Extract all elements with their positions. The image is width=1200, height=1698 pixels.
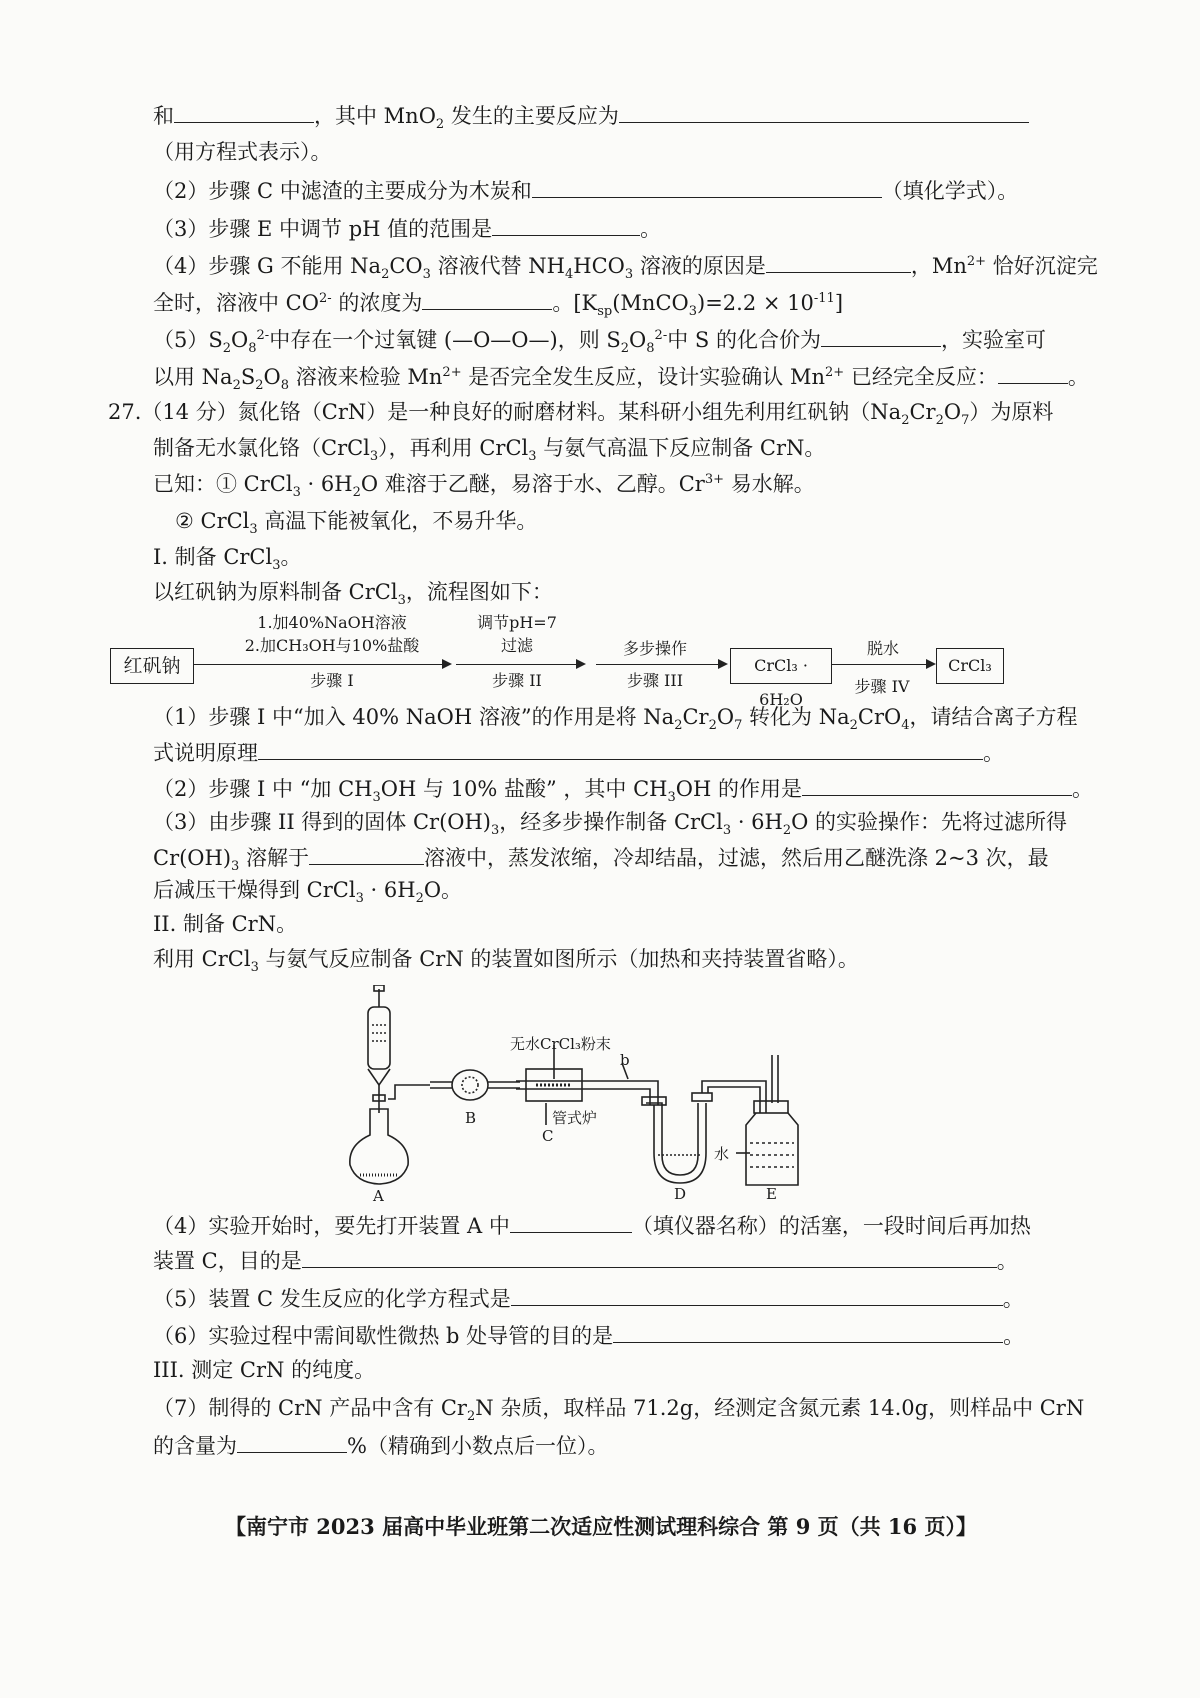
flow-step3-name: 步骤 III [626,671,684,690]
page-footer: 【南宁市 2023 届高中毕业班第二次适应性测试理科综合 第 9 页（共 16 页）】 [225,1514,977,1539]
q27-s7: （7）制得的 CrN 产品中含有 $Cr_2N$ 杂质，取样品 71.2g，经测定含氮元素 14.0g，则样品中 CrN [153,1396,1085,1425]
q26-sub5-line2: 以用 $Na_2S_2O_8$ 溶液来检验 $Mn^{2+}$ 是否完全发生反应，设计实验确认 $Mn^{2+}$ 已经完全反应： 。 [153,361,1089,391]
label-tube-furnace: 管式炉 [552,1109,598,1127]
apparatus-diagram [340,985,820,1205]
flow-arrow-2 [456,664,584,665]
q26-sub4-line2: 全时，溶液中 $CO^{2-}$ 的浓度为 。$[K_{sp}(MnCO_3)=2.2 \times 10^{-11}]$ [153,287,843,317]
answer-blank[interactable] [802,773,1072,796]
q26-sub4: （4）步骤 G 不能用 $Na_2CO_3$ 溶液代替 $NH_4HCO_3$ 溶液的原因是 ，$Mn^{2+}$ 恰好沉淀完 [153,250,1098,280]
q27-s3-line2: $Cr(OH)_3$ 溶解于 溶液中，蒸发浓缩，冷却结晶，过滤，然后用乙醚洗涤 2~3 次，最 [153,842,1049,872]
flow-box-sodium-dichromate: 红矾钠 [110,648,194,684]
apparatus-d-u-tube [642,1081,752,1183]
flow-arrow-3 [596,664,726,665]
label-a: A [373,1187,384,1205]
q26-line2: （用方程式表示）。 [153,140,332,164]
q27-s1-line2: 式说明原理 。 [153,737,1004,767]
q27-known2: ② CrCl$_3$ 高温下能被氧化，不易升华。 [175,509,538,538]
answer-blank[interactable] [766,250,911,273]
apparatus-a-flask [350,985,430,1184]
q27-s6: （6）实验过程中需间歇性微热 b 处导管的目的是 。 [153,1320,1024,1350]
q26-sub5: $(5)S_2O_8^{2-}$中存在一个过氧键 (—O—O—)，则 $S_2O_8^{2-}$中 S 的化合价为 ，实验室可 [153,324,1046,354]
answer-blank[interactable] [619,100,1029,123]
answer-blank[interactable] [258,737,983,760]
apparatus-b-drying-tube [430,1070,520,1100]
q27-s3-line3: 后减压干燥得到 CrCl$_3$ · $6H_2O$。 [153,878,463,907]
q27-intro-line2: 制备无水氯化铬（CrCl$_3$），再利用 CrCl$_3$ 与氨气高温下反应制备 CrN。 [153,436,826,465]
q27-s4: （4）实验开始时，要先打开装置 A 中 （填仪器名称）的活塞，一段时间后再加热 [153,1210,1031,1240]
answer-blank[interactable] [422,287,552,310]
answer-blank[interactable] [237,1430,347,1453]
q27-s1: （1）步骤 I 中“加入 40% NaOH 溶液”的作用是将 $Na_2Cr_2O_7$ 转化为 $Na_2CrO_4$，请结合离子方程 [153,705,1078,734]
q27-part3-heading: III. 测定 CrN 的纯度。 [153,1358,376,1382]
flow-step4-name: 步骤 IV [854,677,910,696]
answer-blank[interactable] [174,100,314,123]
flow-step1-name: 步骤 I [310,671,354,690]
q26-sub3: （3）步骤 E 中调节 pH 值的范围是 。 [153,213,661,243]
apparatus-e-bottle [736,1055,798,1185]
label-b: b [620,1051,630,1069]
flow-box-hydrate: CrCl₃ · 6H₂O [730,648,832,684]
answer-blank[interactable] [309,842,424,865]
flow-step1-label-1: 1.加40%NaOH溶液 [257,613,407,632]
q27-flow-intro: 以红矾钠为原料制备 CrCl$_3$，流程图如下： [153,580,553,609]
answer-blank[interactable] [821,324,941,347]
answer-blank[interactable] [492,213,640,236]
flow-step2-name: 步骤 II [492,671,542,690]
flow-step2-label-2: 过滤 [500,636,533,655]
answer-blank[interactable] [532,175,882,198]
q27-apparatus-intro: 利用 CrCl$_3$ 与氨气反应制备 CrN 的装置如图所示（加热和夹持装置省略）。 [153,947,859,976]
label-c: C [542,1127,554,1145]
answer-blank[interactable] [511,1283,1003,1306]
q27-s5: （5）装置 C 发生反应的化学方程式是 。 [153,1283,1024,1313]
flow-step4-label: 脱水 [866,639,899,658]
label-water: 水 [714,1145,730,1163]
label-e: E [766,1185,777,1203]
label-anhydrous-powder: 无水CrCl₃粉末 [510,1035,611,1053]
label-b-device: B [465,1109,477,1127]
label-d: D [674,1185,687,1203]
q27-part1-heading: I. 制备 CrCl$_3$。 [153,545,302,574]
flow-step3-label: 多步操作 [622,639,687,658]
flow-step2-label-1: 调节pH=7 [477,613,557,632]
flow-box-anhydrous: CrCl₃ [936,648,1004,684]
answer-blank[interactable] [510,1210,632,1233]
answer-blank[interactable] [998,361,1068,384]
q27-s7-line2: 的含量为 %（精确到小数点后一位）。 [153,1430,608,1460]
flow-step1-label-2: 2.加CH₃OH与10%盐酸 [244,636,420,655]
answer-blank[interactable] [302,1245,997,1268]
q26-sub2: （2）步骤 C 中滤渣的主要成分为木炭和 （填化学式）。 [153,175,1018,205]
q27-known1: 已知：① CrCl$_3$ · $6H_2O$ 难溶于乙醚，易溶于水、乙醇。$Cr^{3+}$ 易水解。 [153,472,815,501]
q27-intro-line1: 27.（14 分）氮化铬（CrN）是一种良好的耐磨材料。某科研小组先利用红矾钠$(Na_2Cr_2O_7)$为原料 [108,400,1054,429]
q26-line1: 和 ，其中 MnO$_2$ 发生的主要反应为 [153,100,1029,130]
q27-s2: （2）步骤 I 中 “加 $CH_3OH$ 与 10% 盐酸” ，其中 $CH_3OH$ 的作用是 。 [153,773,1093,803]
q27-s4-line2: 装置 C，目的是 。 [153,1245,1018,1275]
q27-s3: （3）由步骤 II 得到的固体 $Cr(OH)_3$，经多步操作制备 CrCl$_3$ · $6H_2O$ 的实验操作：先将过滤所得 [153,810,1068,839]
flow-arrow-1 [193,664,450,665]
answer-blank[interactable] [613,1320,1003,1343]
flow-arrow-4 [832,664,934,665]
q27-part2-heading: II. 制备 CrN。 [153,912,298,936]
